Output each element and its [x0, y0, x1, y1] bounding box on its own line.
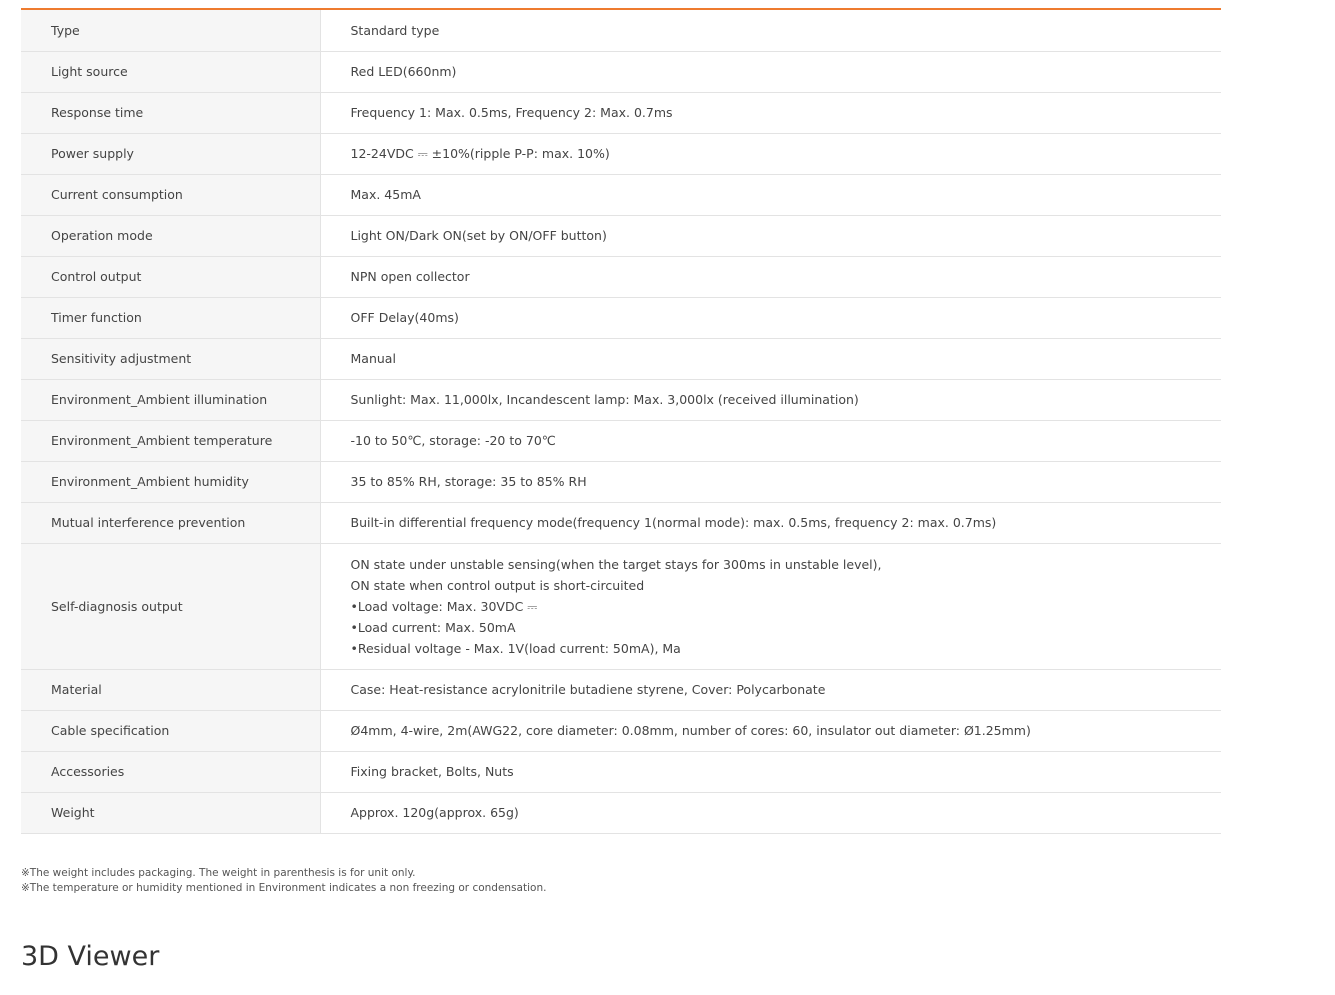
spec-value [320, 92, 1221, 133]
spec-label: Timer function [21, 297, 320, 338]
spec-value-line: ON state when control output is short-circuited [350, 577, 645, 593]
spec-label: Accessories [21, 751, 320, 792]
spec-table-body [21, 10, 1221, 833]
spec-table [21, 10, 1221, 834]
spec-label: Power supply [21, 133, 320, 174]
spec-label: Cable specification [21, 710, 320, 751]
spec-row [21, 133, 1221, 174]
spec-row [21, 751, 1221, 792]
spec-row [21, 502, 1221, 543]
spec-label: Light source [21, 51, 320, 92]
spec-label: Material [21, 669, 320, 710]
spec-value-line: NPN open collector [350, 269, 470, 284]
spec-label: Type [21, 10, 320, 51]
spec-value-line: Case: Heat-resistance acrylonitrile butadiene styrene, Cover: Polycarbonate [350, 682, 826, 697]
footnotes [21, 866, 546, 896]
spec-label: Control output [21, 256, 320, 297]
spec-value-line: •Load current: Max. 50mA [350, 619, 516, 635]
spec-row [21, 297, 1221, 338]
spec-value [320, 543, 1221, 669]
spec-value [320, 420, 1221, 461]
spec-row [21, 543, 1221, 669]
spec-value [320, 710, 1221, 751]
section-title-3d-viewer: 3D Viewer [21, 941, 160, 972]
spec-value [320, 215, 1221, 256]
spec-value [320, 297, 1221, 338]
spec-value [320, 669, 1221, 710]
spec-value [320, 256, 1221, 297]
spec-value [320, 502, 1221, 543]
spec-value-line: Max. 45mA [350, 187, 421, 202]
spec-value-line: -10 to 50℃, storage: -20 to 70℃ [350, 433, 556, 448]
spec-value-line: 12-24VDC ⎓ ±10%(ripple P-P: max. 10%) [350, 146, 610, 161]
footnote-environment: ※The temperature or humidity mentioned in Environment indicates a non freezing or condensation. [21, 882, 547, 894]
spec-value [320, 10, 1221, 51]
spec-value-line: OFF Delay(40ms) [350, 310, 459, 325]
spec-value-line: Manual [350, 351, 396, 366]
spec-label: Environment_Ambient illumination [21, 379, 320, 420]
spec-row [21, 461, 1221, 502]
spec-value-line: Frequency 1: Max. 0.5ms, Frequency 2: Max. 0.7ms [350, 105, 673, 120]
spec-value-line: Built-in differential frequency mode(frequency 1(normal mode): max. 0.5ms, frequency 2: max. 0.7ms) [350, 515, 997, 530]
spec-table-container [21, 8, 1221, 834]
spec-row [21, 256, 1221, 297]
spec-row [21, 92, 1221, 133]
spec-label: Response time [21, 92, 320, 133]
spec-label: Weight [21, 792, 320, 833]
spec-row [21, 10, 1221, 51]
spec-label: Sensitivity adjustment [21, 338, 320, 379]
spec-row [21, 379, 1221, 420]
spec-row [21, 669, 1221, 710]
spec-value [320, 792, 1221, 833]
spec-row [21, 420, 1221, 461]
spec-value-line: Sunlight: Max. 11,000lx, Incandescent lamp: Max. 3,000lx (received illumination) [350, 392, 859, 407]
spec-value [320, 338, 1221, 379]
spec-label: Self-diagnosis output [21, 543, 320, 669]
spec-label: Environment_Ambient humidity [21, 461, 320, 502]
spec-row [21, 174, 1221, 215]
spec-value-line: •Residual voltage - Max. 1V(load current: 50mA), Ma [350, 640, 681, 656]
spec-label: Mutual interference prevention [21, 502, 320, 543]
footnote-weight: ※The weight includes packaging. The weight in parenthesis is for unit only. [21, 867, 416, 879]
spec-value [320, 751, 1221, 792]
spec-row [21, 710, 1221, 751]
spec-value-line: 35 to 85% RH, storage: 35 to 85% RH [350, 474, 587, 489]
spec-row [21, 338, 1221, 379]
spec-row [21, 51, 1221, 92]
spec-label: Environment_Ambient temperature [21, 420, 320, 461]
spec-row [21, 792, 1221, 833]
spec-value-line: •Load voltage: Max. 30VDC ⎓ [350, 598, 538, 614]
spec-value-line: Red LED(660nm) [350, 64, 457, 79]
spec-value [320, 379, 1221, 420]
spec-value [320, 133, 1221, 174]
spec-value-line: Fixing bracket, Bolts, Nuts [350, 764, 514, 779]
spec-value-line: Standard type [350, 22, 440, 38]
spec-value [320, 461, 1221, 502]
spec-row [21, 215, 1221, 256]
spec-value [320, 51, 1221, 92]
spec-value-line: Approx. 120g(approx. 65g) [350, 805, 519, 820]
spec-value-line: ON state under unstable sensing(when the target stays for 300ms in unstable level), [350, 556, 882, 572]
spec-label: Current consumption [21, 174, 320, 215]
spec-value-line: Light ON/Dark ON(set by ON/OFF button) [350, 228, 607, 243]
spec-value-line: Ø4mm, 4-wire, 2m(AWG22, core diameter: 0.08mm, number of cores: 60, insulator out diameter: Ø1.25mm) [350, 723, 1031, 738]
spec-value [320, 174, 1221, 215]
spec-label: Operation mode [21, 215, 320, 256]
